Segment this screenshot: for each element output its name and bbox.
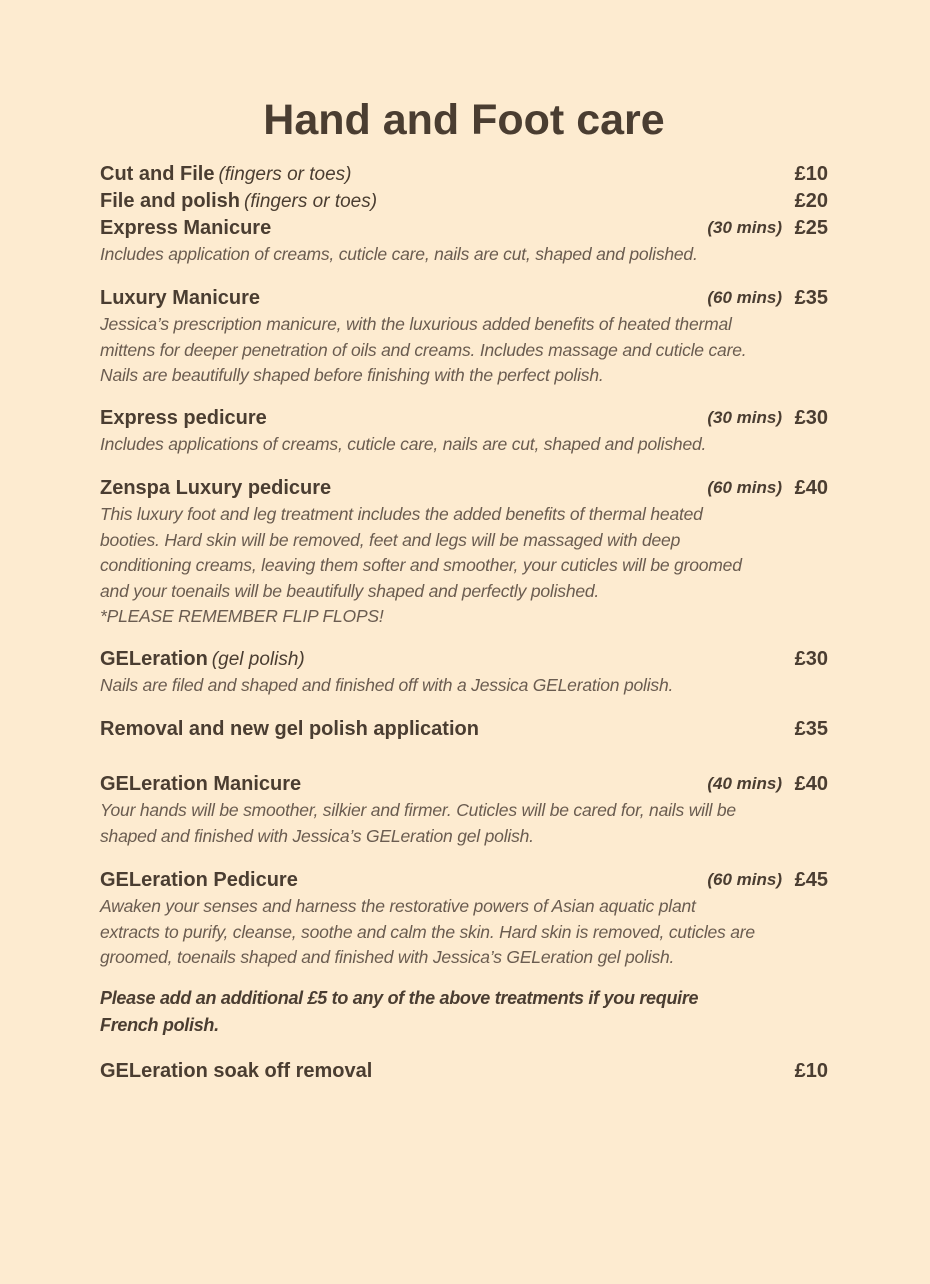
treatment-item [100, 474, 828, 630]
treatment-name: Zenspa Luxury pedicure [100, 477, 332, 499]
treatment-description [100, 673, 800, 699]
description-line: mittens for deeper penetration of oils and creams. Includes massage and cuticle care. [100, 339, 747, 360]
description-line: This luxury foot and leg treatment includes the added benefits of thermal heated [100, 504, 703, 524]
treatment-price: £10 [794, 1060, 828, 1082]
treatment-name: Luxury Manicure [100, 287, 261, 309]
treatment-note: (fingers or toes) [244, 191, 378, 212]
treatment-description [100, 312, 800, 389]
description-line: Nails are beautifully shaped before finishing with the perfect polish. [100, 365, 604, 385]
treatment-price: £45 [794, 869, 828, 891]
treatment-item [100, 645, 828, 699]
treatment-name: GELeration Pedicure [100, 869, 298, 891]
treatment-description [100, 242, 800, 268]
treatment-duration: (30 mins) [707, 218, 782, 237]
description-line: Includes applications of creams, cuticle care, nails are cut, shaped and polished. [100, 434, 707, 454]
treatment-price: £25 [794, 217, 828, 239]
treatment-name: Removal and new gel polish application [100, 718, 479, 740]
treatment-name: File and polish [100, 190, 241, 212]
treatment-price: £40 [794, 773, 828, 795]
description-line: and your toenails will be beautifully shaped and perfectly polished. [100, 580, 600, 601]
treatment-name: GELeration soak off removal [100, 1060, 373, 1082]
treatment-note: (gel polish) [211, 649, 305, 670]
treatment-price: £35 [794, 718, 828, 740]
treatment-price: £30 [794, 407, 828, 429]
treatment-item [100, 715, 828, 743]
treatment-price: £35 [794, 287, 828, 309]
description-line: booties. Hard skin will be removed, feet and legs will be massaged with deep [100, 529, 681, 550]
description-line: Jessica’s prescription manicure, with the luxurious added benefits of heated thermal [100, 314, 732, 334]
treatment-duration: (40 mins) [707, 774, 782, 793]
treatment-description [100, 894, 800, 971]
treatment-price: £40 [794, 477, 828, 499]
treatment-item [100, 214, 828, 268]
treatment-duration: (30 mins) [707, 408, 782, 427]
description-line: Awaken your senses and harness the restorative powers of Asian aquatic plant [100, 896, 696, 916]
page-title: Hand and Foot care [263, 96, 665, 144]
treatment-duration: (60 mins) [707, 478, 782, 497]
treatment-note: (fingers or toes) [218, 164, 352, 185]
notice-line: French polish. [100, 1015, 219, 1035]
treatment-duration: (60 mins) [707, 288, 782, 307]
treatment-name: GELeration Manicure [100, 773, 302, 795]
treatment-price: £20 [794, 190, 828, 212]
description-line: Your hands will be smoother, silkier and firmer. Cuticles will be cared for, nails will be [100, 800, 736, 820]
treatment-name: Cut and File [100, 163, 215, 185]
treatment-description [100, 432, 800, 458]
treatment-item [100, 187, 828, 215]
treatment-duration: (60 mins) [707, 870, 782, 889]
treatment-item [100, 866, 828, 971]
treatment-price: £10 [794, 163, 828, 185]
treatment-item-soak-off [100, 1057, 828, 1085]
treatment-price: £30 [794, 648, 828, 670]
treatment-description [100, 502, 800, 630]
notice-line: Please add an additional £5 to any of the above treatments if you require [100, 988, 699, 1008]
description-line: Nails are filed and shaped and finished off with a Jessica GELeration polish. [100, 675, 674, 695]
description-line: extracts to purify, cleanse, soothe and calm the skin. Hard skin is removed, cuticles are [100, 921, 755, 942]
treatment-item [100, 770, 828, 849]
description-line: shaped and finished with Jessica’s GELeration gel polish. [100, 825, 534, 846]
treatment-description [100, 798, 800, 849]
treatment-name: Express pedicure [100, 407, 267, 429]
treatment-item [100, 404, 828, 458]
description-line: conditioning creams, leaving them softer and smoother, your cuticles will be groomed [100, 555, 742, 575]
treatment-item [100, 284, 828, 389]
description-line: groomed, toenails shaped and finished with Jessica’s GELeration gel polish. [100, 947, 675, 967]
treatment-name: GELeration [100, 648, 208, 670]
treatment-name: Express Manicure [100, 217, 272, 239]
treatment-item [100, 160, 828, 188]
description-line: Includes application of creams, cuticle care, nails are cut, shaped and polished. [100, 244, 698, 264]
description-line: *PLEASE REMEMBER FLIP FLOPS! [100, 606, 384, 626]
french-polish-notice [100, 985, 800, 1039]
